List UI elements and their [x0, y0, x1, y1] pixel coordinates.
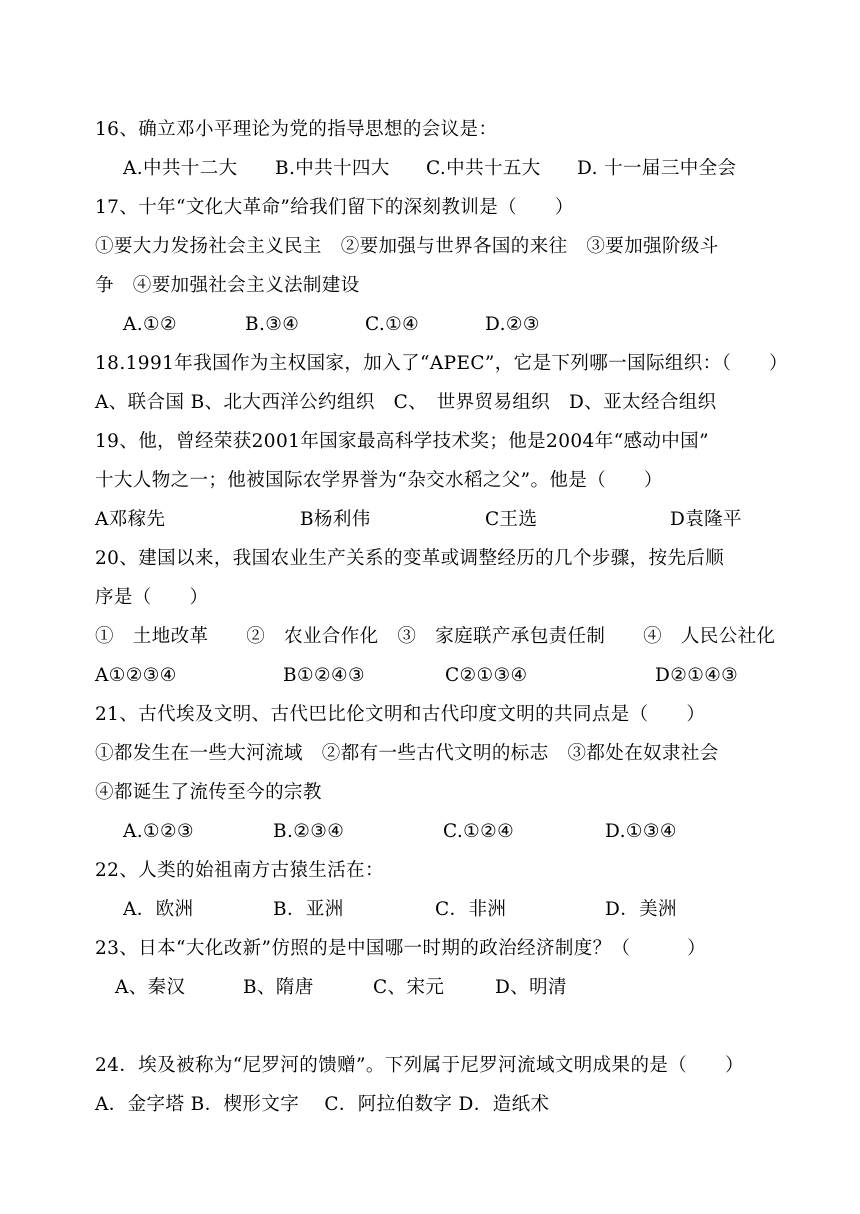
- q17-stem: 17、十年“文化大革命”给我们留下的深刻教训是（ ）: [95, 197, 574, 218]
- q20-option-a: A①②③④: [95, 665, 177, 686]
- q20-stem: 20、建国以来，我国农业生产关系的变革或调整经历的几个步骤，按先后顺: [95, 548, 725, 569]
- q21-choices-line1: ①都发生在一些大河流域 ②都有一些古代文明的标志 ③都处在奴隶社会: [95, 743, 719, 764]
- q17-option-c: C.①④: [365, 314, 420, 335]
- q16-option-a: A.中共十二大: [123, 158, 238, 179]
- q21-option-a: A.①②③: [123, 821, 194, 842]
- q18-stem: 18.1991年我国作为主权国家，加入了“APEC”，它是下列哪一国际组织：（ ）: [95, 353, 788, 374]
- q22-option-b: B．亚洲: [273, 899, 344, 920]
- q22-stem: 22、人类的始祖南方古猿生活在：: [95, 860, 384, 881]
- q20-option-d: D②①④③: [655, 665, 739, 686]
- q16-option-c: C.中共十五大: [426, 158, 541, 179]
- q23-option-b: B、隋唐: [243, 977, 314, 998]
- q23-option-a: A、秦汉: [115, 977, 186, 998]
- q19-stem-line2: 十大人物之一；他被国际农学界誉为“杂交水稻之父”。他是（ ）: [95, 470, 663, 491]
- q24-stem: 24．埃及被称为“尼罗河的馈赠”。下列属于尼罗河流域文明成果的是（ ）: [95, 1055, 744, 1076]
- q22-option-d: D．美洲: [605, 899, 677, 920]
- q16-option-b: B.中共十四大: [275, 158, 390, 179]
- q24-options: A．金字塔 B．楔形文字 C．阿拉伯数字 D．造纸术: [95, 1094, 550, 1115]
- q17-choices-line1: ①要大力发扬社会主义民主 ②要加强与世界各国的来往 ③要加强阶级斗: [95, 236, 719, 257]
- q21-stem: 21、古代埃及文明、古代巴比伦文明和古代印度文明的共同点是（ ）: [95, 704, 706, 725]
- q22-option-a: A．欧洲: [123, 899, 194, 920]
- q23-option-c: C、宋元: [373, 977, 445, 998]
- q21-option-d: D.①③④: [605, 821, 677, 842]
- q19-stem: 19、他，曾经荣获2001年国家最高科学技术奖；他是2004年“感动中国”: [95, 431, 709, 452]
- q16-option-d: D. 十一届三中全会: [577, 158, 737, 179]
- q21-choices-line2: ④都诞生了流传至今的宗教: [95, 782, 322, 803]
- q20-stem-line2: 序是（ ）: [95, 587, 209, 608]
- q19-option-b: B杨利伟: [300, 509, 371, 530]
- q20-option-c: C②①③④: [445, 665, 528, 686]
- q17-option-d: D.②③: [485, 314, 540, 335]
- q17-choices-line2: 争 ④要加强社会主义法制建设: [95, 275, 360, 296]
- q20-steps: ① 土地改革 ② 农业合作化 ③ 家庭联产承包责任制 ④ 人民公社化: [95, 626, 776, 647]
- q19-option-d: D袁隆平: [670, 509, 742, 530]
- q17-option-b: B.③④: [245, 314, 300, 335]
- q19-option-c: C王选: [485, 509, 538, 530]
- q16-stem: 16、确立邓小平理论为党的指导思想的会议是：: [95, 119, 498, 140]
- q23-stem: 23、日本“大化改新”仿照的是中国哪一时期的政治经济制度？（ ）: [95, 938, 707, 959]
- q21-option-c: C.①②④: [443, 821, 515, 842]
- q22-option-c: C．非洲: [435, 899, 507, 920]
- q18-options: A、联合国 B、北大西洋公约组织 C、 世界贸易组织 D、亚太经合组织: [95, 392, 717, 413]
- q17-option-a: A.①②: [123, 314, 178, 335]
- q21-option-b: B.②③④: [273, 821, 345, 842]
- q23-option-d: D、明清: [495, 977, 567, 998]
- q19-option-a: A邓稼先: [95, 509, 166, 530]
- q20-option-b: B①②④③: [283, 665, 365, 686]
